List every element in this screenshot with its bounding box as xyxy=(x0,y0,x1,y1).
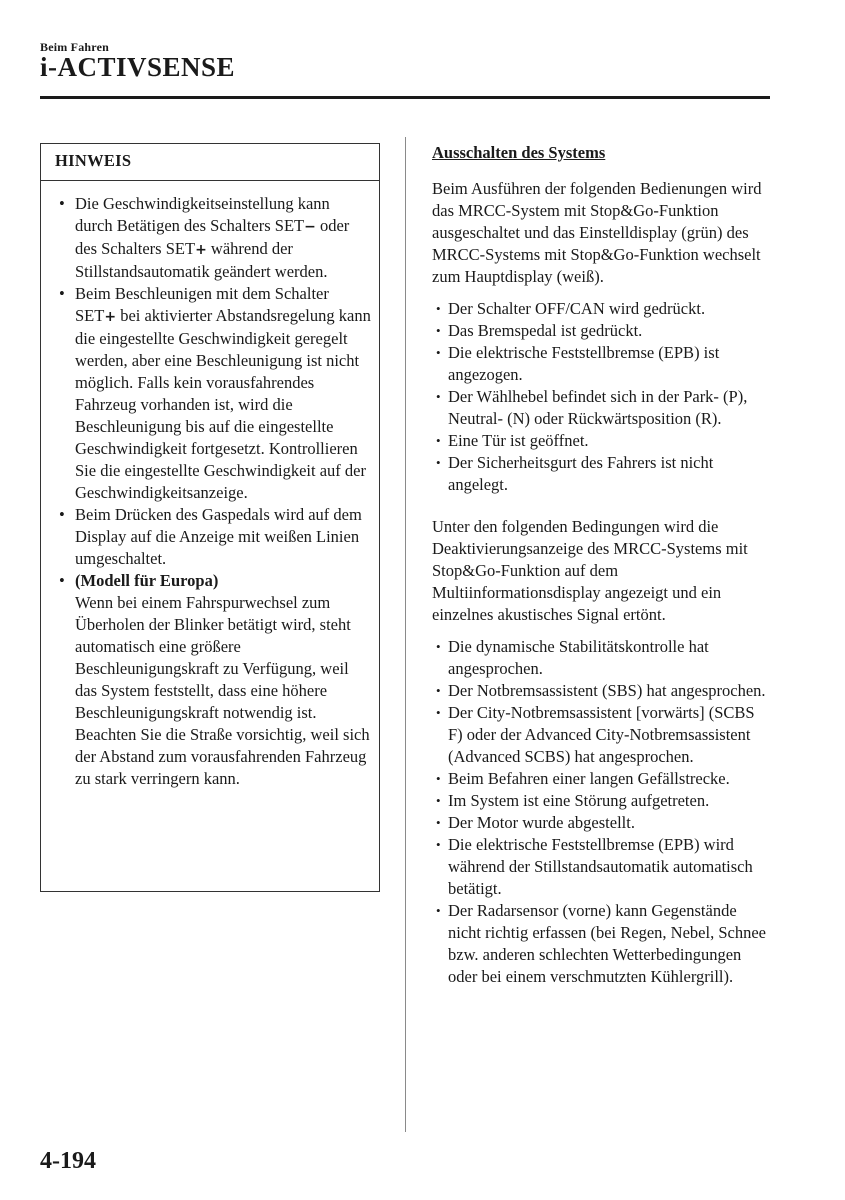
list-item: • Der City-Notbremsassistent [vorwärts] (SCBS F) oder der Advanced City-Notbremsassistent (Advanced SCBS) hat angesprochen. xyxy=(436,702,772,768)
note-title: HINWEIS xyxy=(41,144,379,181)
list-item: • Die elektrische Feststellbremse (EPB) ist angezogen. xyxy=(436,342,772,386)
note-item-text: Beim Beschleunigen mit dem Schalter SET xyxy=(75,284,329,325)
list-item: • Der Motor wurde abgestellt. xyxy=(436,812,772,834)
note-item-text: Wenn bei einem Fahrspurwechsel zum Überholen der Blinker betätigt wird, steht automatisch eine größere Beschleunigungskraft zu Verfügung, weil das System feststellt, dass eine höhere Beschleunigungskraft notwendig ist. Beachten Sie die Straße vorsichtig, weil sich der Abstand zum vorausfahrenden Fahrzeug zu stark verringern kann. xyxy=(75,593,370,788)
section-label: Beim Fahren xyxy=(40,40,109,54)
note-item-text: bei aktivierter Abstandsregelung kann die eingestellte Geschwindigkeit geregelt werden, aber eine Beschleunigung ist nicht möglich. Falls kein vorausfahrendes Fahrzeug vorhanden ist, wird die Beschleunigung bis auf die eingestellte Geschwindigkeit fortgesetzt. Kontrollieren Sie die eingestellte Geschwindigkeit auf der Geschwindigkeitsanzeige. xyxy=(75,306,371,502)
intro-paragraph: Beim Ausführen der folgenden Bedienungen wird das MRCC-System mit Stop&Go-Funktion ausgeschaltet und das Einstelldisplay (grün) des MRCC-Systems mit Stop&Go-Funktion wechselt zum Hauptdisplay (weiß). xyxy=(432,179,762,286)
deactivation-list xyxy=(432,298,772,496)
page-number: 4-194 xyxy=(40,1148,96,1174)
conditions-paragraph: Unter den folgenden Bedingungen wird die Deaktivierungsanzeige des MRCC-Systems mit Stop&Go-Funktion auf dem Multiinformationsdisplay angezeigt und ein einzelnes akustisches Signal ertönt. xyxy=(432,517,748,624)
right-column xyxy=(432,142,772,988)
note-item xyxy=(59,570,371,790)
list-item: • Eine Tür ist geöffnet. xyxy=(436,430,772,452)
note-item xyxy=(59,504,371,570)
column-divider xyxy=(405,137,406,1132)
note-item-text: oder des Schalters SET xyxy=(75,216,350,258)
note-item-text: während der Stillstandsautomatik geändert werden. xyxy=(75,239,328,281)
list-item: • Der Notbremsassistent (SBS) hat angesprochen. xyxy=(436,680,772,702)
note-item-text: Die Geschwindigkeitseinstellung kann durch Betätigen des Schalters SET xyxy=(75,194,330,235)
list-item: • Das Bremspedal ist gedrückt. xyxy=(436,320,772,342)
note-item xyxy=(59,283,371,504)
note-list xyxy=(41,181,379,790)
subsection-heading: Ausschalten des Systems xyxy=(432,143,606,162)
conditions-list xyxy=(432,636,772,988)
note-item-text: Beim Drücken des Gaspedals wird auf dem Display auf die Anzeige mit weißen Linien umgeschaltet. xyxy=(75,505,362,568)
list-item: • Beim Befahren einer langen Gefällstrecke. xyxy=(436,768,772,790)
plus-symbol: + xyxy=(104,309,117,325)
list-item: • Im System ist eine Störung aufgetreten. xyxy=(436,790,772,812)
minus-symbol: − xyxy=(304,219,316,235)
page-title: i-ACTIVSENSE xyxy=(40,52,236,82)
list-item: • Der Wählhebel befindet sich in der Park- (P), Neutral- (N) oder Rückwärtsposition (R). xyxy=(436,386,772,430)
note-item-model: • (Modell für Europa) xyxy=(75,571,219,590)
list-item: • Die dynamische Stabilitätskontrolle hat angesprochen. xyxy=(436,636,772,680)
list-item: • Der Sicherheitsgurt des Fahrers ist nicht angelegt. xyxy=(436,452,772,496)
list-item: • Der Radarsensor (vorne) kann Gegenstände nicht richtig erfassen (bei Regen, Nebel, Schnee bzw. anderen schlechten Wetterbedingungen oder bei einem verschmutzten Kühlergrill). xyxy=(436,900,772,988)
note-item xyxy=(59,193,371,283)
plus-symbol: + xyxy=(195,242,207,258)
list-item: • Der Schalter OFF/CAN wird gedrückt. xyxy=(436,298,772,320)
note-box xyxy=(40,143,380,892)
list-item: • Die elektrische Feststellbremse (EPB) wird während der Stillstandsautomatik automatisch betätigt. xyxy=(436,834,772,900)
header-rule xyxy=(40,96,770,99)
